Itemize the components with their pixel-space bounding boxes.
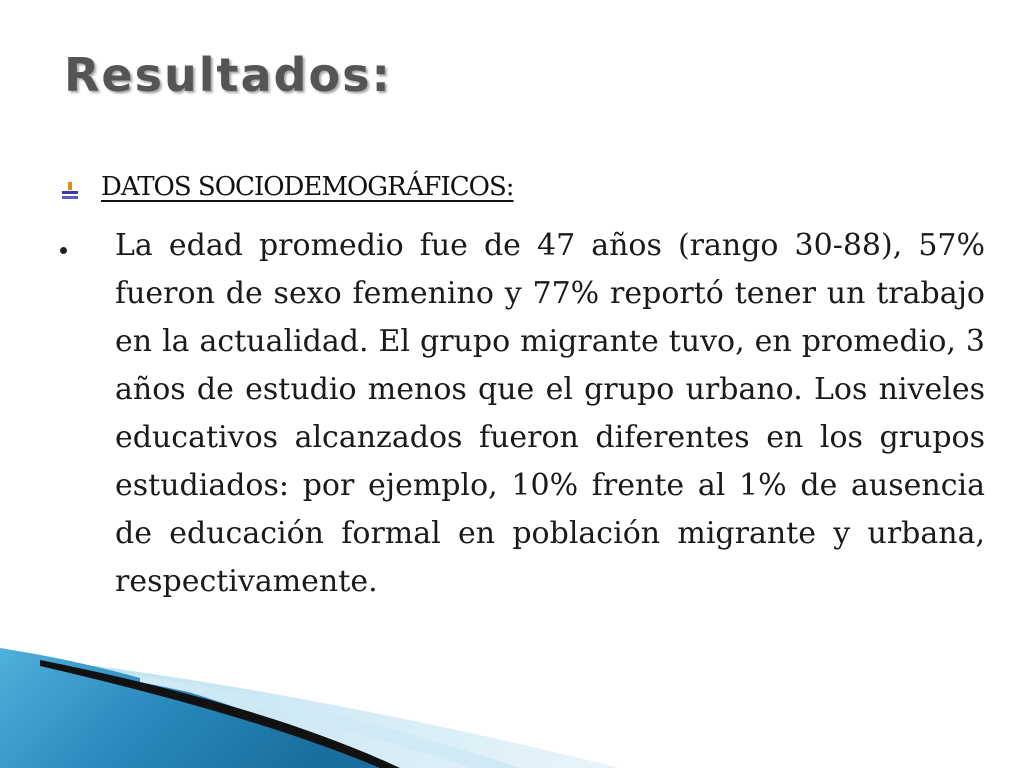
section-heading-row [60, 170, 980, 214]
slide-title: Resultados: [64, 48, 392, 102]
blue-wave [0, 648, 390, 768]
dot-bullet-icon [60, 247, 67, 254]
black-wave [40, 660, 400, 768]
arrow-down-bullet-icon [60, 182, 80, 204]
light-blue-wave [0, 655, 620, 768]
light-blue-strip [140, 676, 520, 768]
section-heading: DATOS SOCIODEMOGRÁFICOS: [101, 172, 514, 202]
body-paragraph: La edad promedio fue de 47 años (rango 30-88), 57% fueron de sexo femenino y 77% reportó tener un trabajo en la actualidad. El grupo migrante tuvo, en promedio, 3 años de estudio menos que el grupo urbano. Los niveles educativos alcanzados fueron diferentes en los grupos estudiados: por ejemplo, 10% frente al 1% de ausencia de educación formal en población migrante y urbana, respectivamente. [115, 228, 985, 599]
